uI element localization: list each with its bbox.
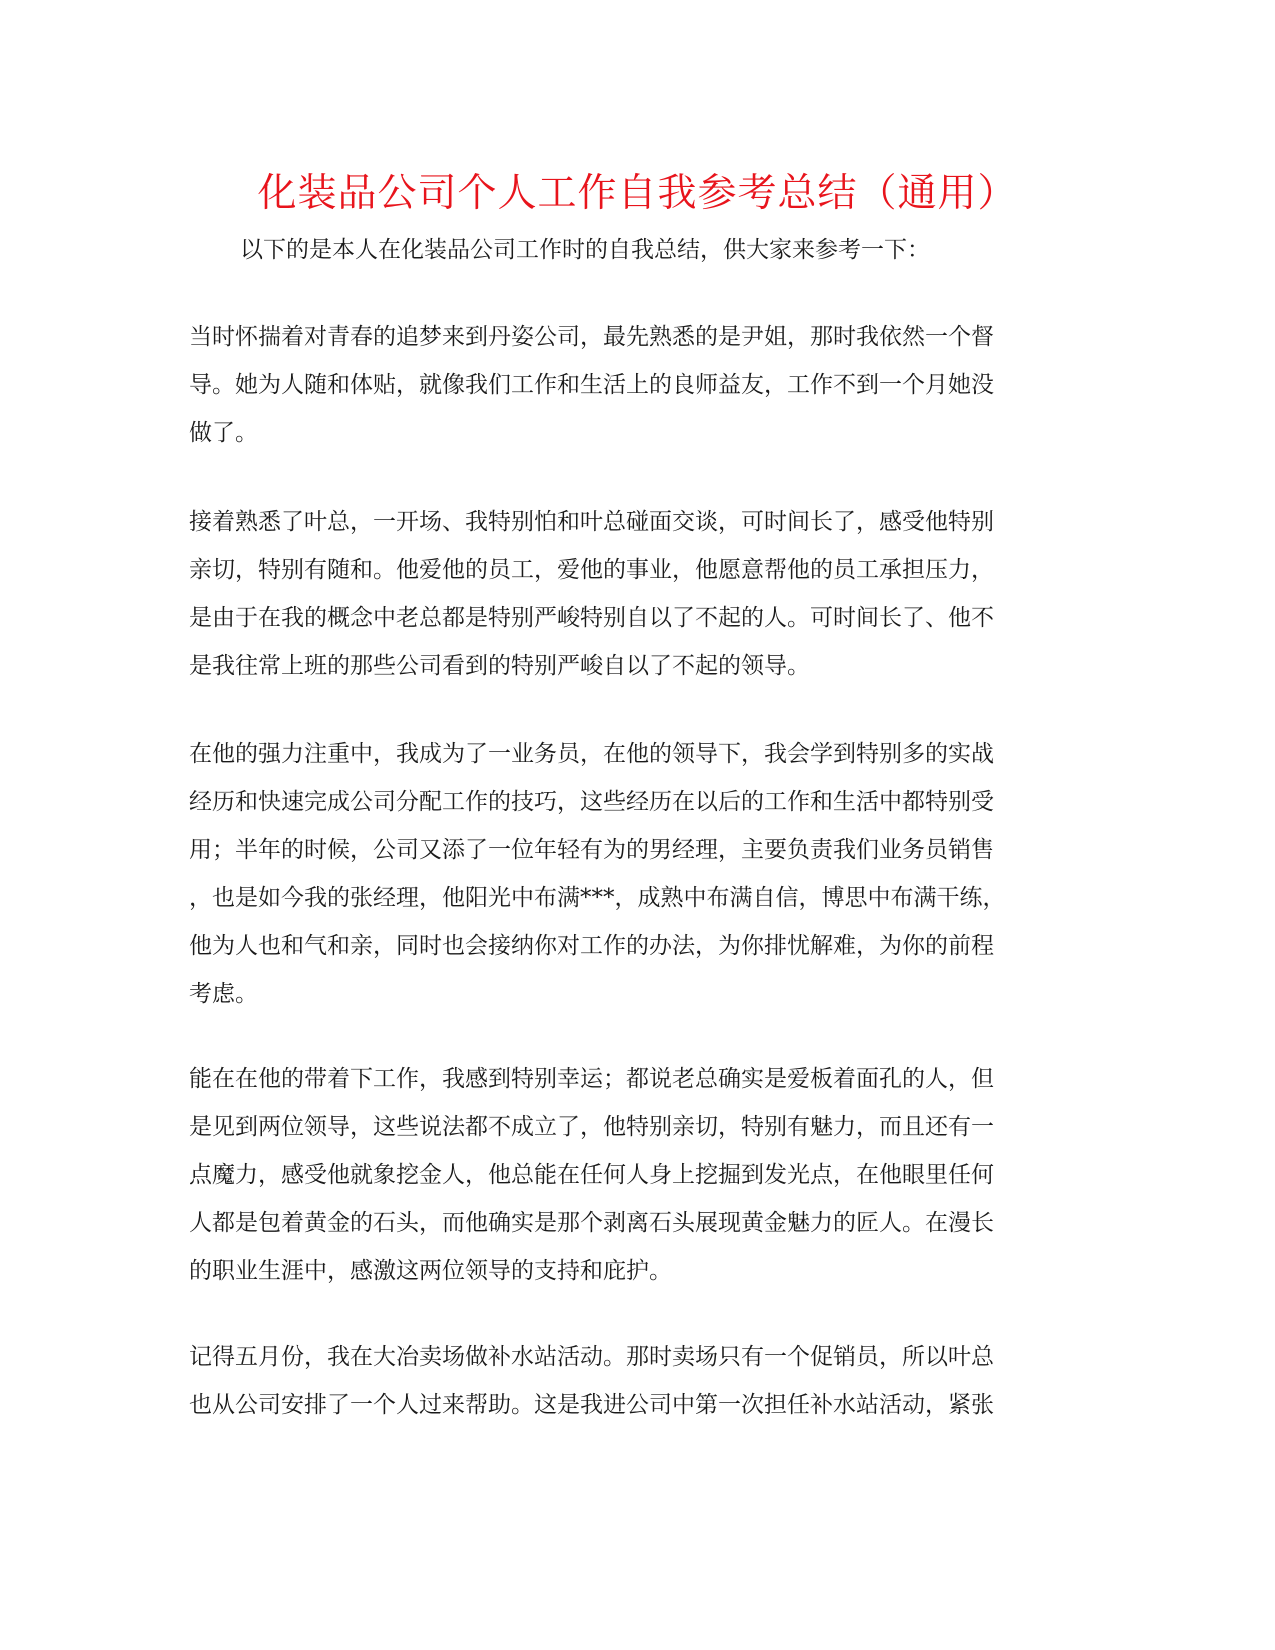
paragraph-line: 接着熟悉了叶总，一开场、我特别怕和叶总碰面交谈，可时间长了，感受他特别	[189, 509, 994, 535]
paragraph-line: 做了。	[189, 420, 258, 446]
intro-text: 以下的是本人在化装品公司工作时的自我总结，供大家来参考一下：	[240, 237, 930, 263]
paragraph-line: 经历和快速完成公司分配工作的技巧，这些经历在以后的工作和生活中都特别受	[189, 789, 994, 815]
paragraph-line: 他为人也和气和亲，同时也会接纳你对工作的办法，为你排忧解难，为你的前程	[189, 933, 994, 959]
paragraph-line: 在他的强力注重中，我成为了一业务员，在他的领导下，我会学到特别多的实战	[189, 741, 994, 767]
paragraph-line: 也从公司安排了一个人过来帮助。这是我进公司中第一次担任补水站活动，紧张	[189, 1392, 994, 1418]
paragraph-line: 是见到两位领导，这些说法都不成立了，他特别亲切，特别有魅力，而且还有一	[189, 1114, 994, 1140]
paragraph-line: 是我往常上班的那些公司看到的特别严峻自以了不起的领导。	[189, 653, 810, 679]
paragraph-line: 考虑。	[189, 981, 258, 1007]
paragraph-line: 记得五月份，我在大冶卖场做补水站活动。那时卖场只有一个促销员，所以叶总	[189, 1344, 994, 1370]
paragraph-line: 用；半年的时候，公司又添了一位年轻有为的男经理，主要负责我们业务员销售	[189, 837, 994, 863]
paragraph-line: ，也是如今我的张经理，他阳光中布满***，成熟中布满自信，博思中布满干练，	[189, 885, 1006, 911]
paragraph-1	[189, 313, 1069, 457]
paragraph-line: 能在在他的带着下工作，我感到特别幸运；都说老总确实是爱板着面孔的人，但	[189, 1066, 994, 1092]
paragraph-line: 当时怀揣着对青春的追梦来到丹姿公司，最先熟悉的是尹姐，那时我依然一个督	[189, 324, 994, 350]
paragraph-5	[189, 1333, 1069, 1429]
paragraph-line: 人都是包着黄金的石头，而他确实是那个剥离石头展现黄金魅力的匠人。在漫长	[189, 1210, 994, 1236]
paragraph-4	[189, 1055, 1069, 1295]
paragraph-line: 导。她为人随和体贴，就像我们工作和生活上的良师益友，工作不到一个月她没	[189, 372, 994, 398]
paragraph-3	[189, 730, 1069, 1018]
paragraph-2	[189, 498, 1069, 690]
paragraph-line: 点魔力，感受他就象挖金人，他总能在任何人身上挖掘到发光点，在他眼里任何	[189, 1162, 994, 1188]
paragraph-line: 的职业生涯中，感激这两位领导的支持和庇护。	[189, 1258, 672, 1284]
paragraph-line: 亲切，特别有随和。他爱他的员工，爱他的事业，他愿意帮他的员工承担压力，	[189, 557, 994, 583]
document-title: 化装品公司个人工作自我参考总结（通用）	[257, 171, 1018, 216]
paragraph-line: 是由于在我的概念中老总都是特别严峻特别自以了不起的人。可时间长了、他不	[189, 605, 994, 631]
